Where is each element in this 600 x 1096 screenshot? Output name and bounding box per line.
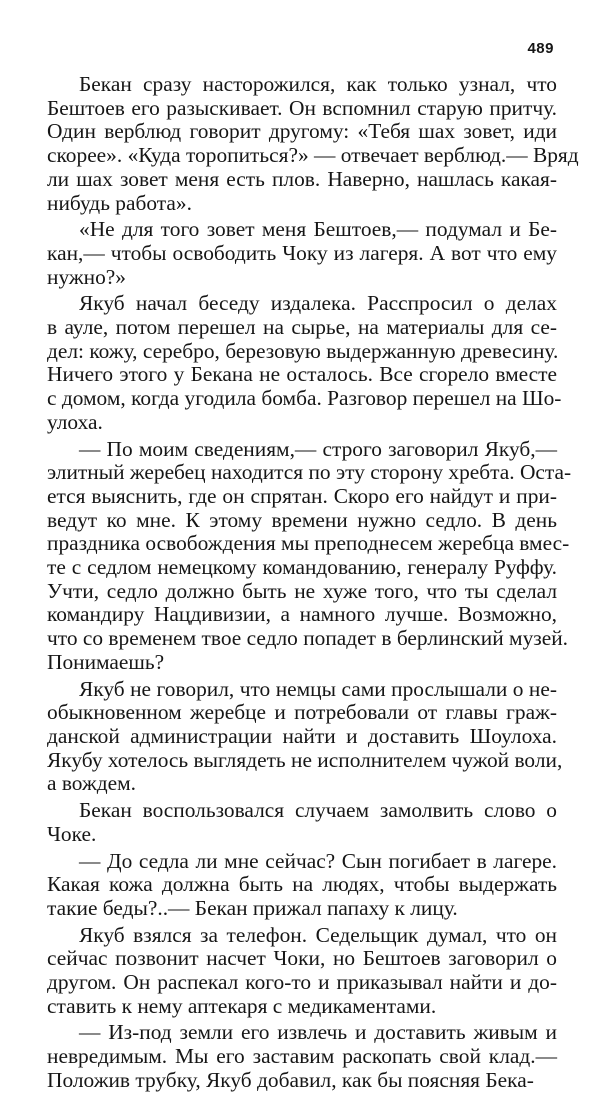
text-line: элитный жеребец находится по эту сторону хребта. Оста-	[47, 460, 572, 485]
paragraph	[47, 850, 557, 921]
text-line: данской администрации найти и доставить Шоулоха.	[47, 723, 557, 748]
text-line: Бештоев его разыскивает. Он вспомнил старую притчу.	[47, 95, 557, 120]
text-line: ется выяснить, где он спрятан. Скоро его найдут и при-	[47, 483, 557, 508]
text-line: что со временем твое седло попадет в берлинский музей.	[47, 626, 568, 651]
page-number: 489	[527, 40, 554, 57]
text-line: с домом, когда угодила бомба. Разговор перешел на Шо-	[47, 386, 562, 411]
text-line: обыкновенном жеребце и потребовали от главы граж-	[47, 700, 557, 725]
text-line: нужно?»	[47, 264, 126, 289]
paragraph	[47, 676, 563, 797]
text-line: Бекан сразу насторожился, как только узнал, что	[79, 72, 557, 96]
text-line: «Не для того зовет меня Бештоев,— подумал и Бе-	[79, 217, 557, 242]
text-line: Учти, седло должно быть не хуже того, что ты сделал	[47, 578, 557, 603]
text-line: кан,— чтобы освободить Чоку из лагеря. А вот что ему	[47, 240, 557, 265]
text-line: праздника освобождения мы преподнесем жеребца вмес-	[47, 531, 570, 556]
text-line: улоха.	[47, 409, 103, 434]
text-line: Какая кожа должна быть на людях, чтобы выдержать	[47, 872, 557, 897]
text-line: другом. Он распекал кого-то и приказывал найти и до-	[47, 970, 557, 995]
text-line: — По моим сведениям,— строго заговорил Якуб,—	[79, 436, 557, 461]
text-line: скорее». «Куда торопиться?» — отвечает верблюд.— Вряд	[47, 143, 579, 168]
text-line: Якуб начал беседу издалека. Расспросил о делах	[79, 291, 557, 316]
text-line: Якубу хотелось выглядеть не исполнителем чужой воли,	[47, 747, 563, 772]
text-line: Якуб взялся за телефон. Седельщик думал, что он	[79, 922, 557, 947]
text-line: ли шах зовет меня есть плов. Наверно, нашлась какая-	[47, 166, 557, 191]
text-line: Якуб не говорил, что немцы сами прослышали о не-	[79, 676, 557, 701]
paragraph	[47, 799, 557, 846]
paragraph	[47, 1021, 557, 1092]
paragraph	[47, 924, 557, 1019]
text-line: в ауле, потом перешел на сырье, на материалы для се-	[47, 315, 557, 340]
text-line: ставить к нему аптекаря с медикаментами.	[47, 993, 437, 1018]
text-line: Ничего этого у Бекана не осталось. Все сгорело вместе	[47, 362, 557, 387]
text-line: Чоке.	[47, 821, 97, 846]
text-line: командиру Нацдивизии, а намного лучше. Возможно,	[47, 602, 557, 627]
text-line: невредимым. Мы его заставим раскопать свой клад.—	[47, 1044, 557, 1069]
paragraph	[47, 436, 572, 675]
text-line: дел: кожу, серебро, березовую выдержанную древесину.	[47, 338, 559, 363]
text-line: Понимаешь?	[47, 649, 165, 674]
text-line: такие беды?..— Бекан прижал папаху к лицу.	[47, 895, 458, 920]
paragraph	[47, 218, 557, 289]
body-text	[47, 72, 579, 1096]
paragraph	[47, 72, 579, 215]
text-line: Один верблюд говорит другому: «Тебя шах зовет, иди	[47, 119, 557, 144]
text-line: те с седлом немецкому командованию, генералу Руффу.	[47, 555, 557, 580]
text-line: а вождем.	[47, 771, 136, 796]
paragraph	[47, 291, 562, 434]
text-line: ведут ко мне. К этому времени нужно седло. В день	[47, 507, 557, 532]
text-line: нибудь работа».	[47, 190, 192, 215]
text-line: Бекан воспользовался случаем замолвить слово о	[79, 798, 557, 823]
text-line: сейчас позвонит насчет Чоки, но Бештоев заговорил о	[47, 946, 557, 971]
text-line: — До седла ли мне сейчас? Сын погибает в лагере.	[79, 848, 557, 873]
text-line: Положив трубку, Якуб добавил, как бы поясняя Бека-	[47, 1067, 534, 1092]
text-line: — Из-под земли его извлечь и доставить живым и	[79, 1020, 557, 1045]
